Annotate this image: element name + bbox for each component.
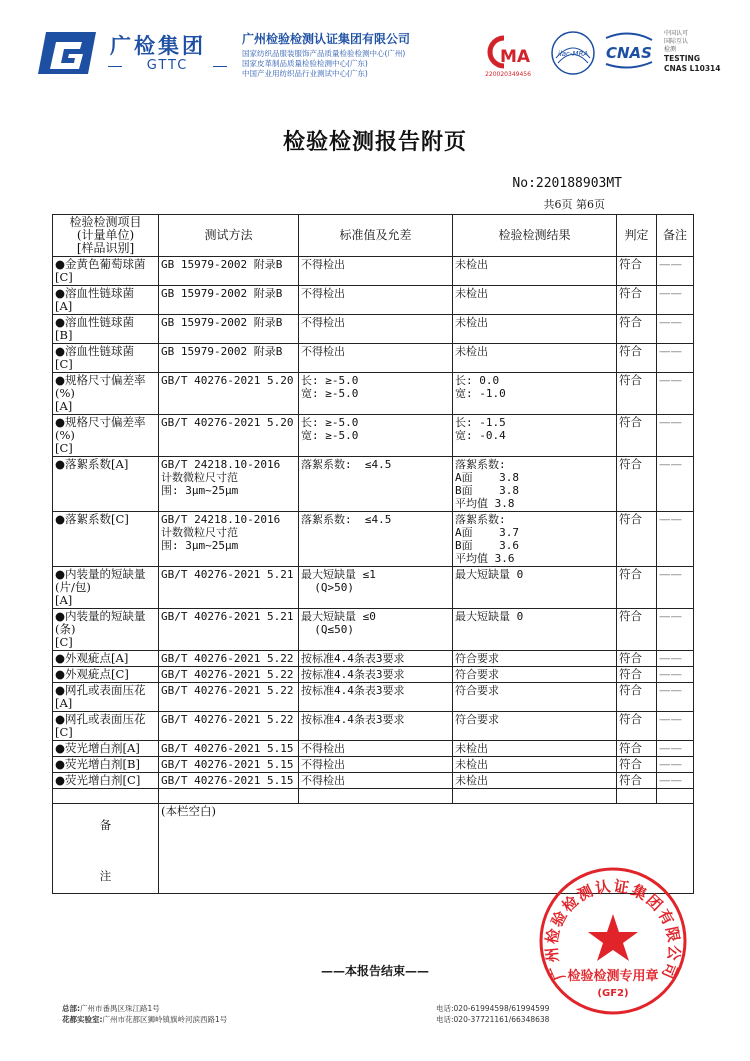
cell-result: 长: 0.0 宽: -1.0 — [453, 373, 617, 415]
footer-phone-value: 020-37721161/66348638 — [453, 1015, 550, 1024]
cell-remark: —— — [657, 712, 694, 741]
cell-method: GB/T 40276-2021 5.22 — [159, 651, 299, 667]
report-header — [0, 0, 750, 100]
header-method: 测试方法 — [159, 215, 299, 257]
cnas-text-line: 中国认可 — [664, 30, 689, 37]
page-footer — [62, 1003, 702, 1025]
cell-standard: 不得检出 — [299, 286, 453, 315]
cell-judgement: 符合 — [617, 373, 657, 415]
cell-method: GB 15979-2002 附录B — [159, 286, 299, 315]
remarks-label-cell — [53, 804, 159, 894]
cell-standard: 按标准4.4条表3要求 — [299, 712, 453, 741]
cell-result: 符合要求 — [453, 683, 617, 712]
cell-item: ●荧光增白剂[B] — [53, 757, 159, 773]
header-standard: 标准值及允差 — [299, 215, 453, 257]
cell-result: 未检出 — [453, 257, 617, 286]
cell-remark: —— — [657, 457, 694, 512]
cell-method: GB/T 24218.10-2016 计数微粒尺寸范 围: 3μm~25μm — [159, 457, 299, 512]
cell-judgement: 符合 — [617, 567, 657, 609]
header-judgement: 判定 — [617, 215, 657, 257]
cnas-accreditation-text — [664, 30, 720, 74]
cell-standard: 长: ≥-5.0 宽: ≥-5.0 — [299, 373, 453, 415]
footer-hq-row — [62, 1003, 702, 1014]
cell-item: ●规格尺寸偏差率 (%) [A] — [53, 373, 159, 415]
cell-method: GB/T 40276-2021 5.21 — [159, 567, 299, 609]
footer-hq-label: 总部: — [62, 1004, 80, 1013]
cell-standard: 落絮系数: ≤4.5 — [299, 512, 453, 567]
table-row — [53, 257, 694, 286]
cell-item: ●溶血性链球菌 [C] — [53, 344, 159, 373]
cell-judgement: 符合 — [617, 315, 657, 344]
cell-standard: 长: ≥-5.0 宽: ≥-5.0 — [299, 415, 453, 457]
cell-judgement: 符合 — [617, 712, 657, 741]
cell-item: ●荧光增白剂[C] — [53, 773, 159, 789]
cell-judgement: 符合 — [617, 667, 657, 683]
ilac-label: ilac-MRA — [557, 50, 589, 58]
cnas-testing: TESTING — [664, 54, 700, 63]
cell-method: GB/T 40276-2021 5.20 — [159, 415, 299, 457]
cell-item: ●外观疵点[C] — [53, 667, 159, 683]
cell-item: ●落絮系数[A] — [53, 457, 159, 512]
cell-method: GB 15979-2002 附录B — [159, 257, 299, 286]
cell-result: 未检出 — [453, 286, 617, 315]
table-row — [53, 757, 694, 773]
cell-item: ●金黄色葡萄球菌 [C] — [53, 257, 159, 286]
cnas-text-line: 检测 — [664, 46, 677, 53]
report-number: No:220188903MT — [512, 176, 622, 191]
organization-block — [242, 30, 410, 79]
cell-result: 落絮系数: A面 3.8 B面 3.8 平均值 3.8 — [453, 457, 617, 512]
cell-item: ●溶血性链球菌 [A] — [53, 286, 159, 315]
table-row — [53, 667, 694, 683]
cell-judgement: 符合 — [617, 415, 657, 457]
gttc-logo-icon — [36, 30, 98, 76]
cell-remark: —— — [657, 757, 694, 773]
cnas-mark-icon — [600, 32, 658, 72]
seal-center-text: 检验检测专用章 — [567, 969, 659, 984]
cell-remark: —— — [657, 567, 694, 609]
cell-result: 符合要求 — [453, 712, 617, 741]
cell-method: GB/T 40276-2021 5.21 — [159, 609, 299, 651]
cell-judgement: 符合 — [617, 609, 657, 651]
cell-result: 未检出 — [453, 315, 617, 344]
cell-item: ●荧光增白剂[A] — [53, 741, 159, 757]
cell-remark: —— — [657, 373, 694, 415]
table-row — [53, 609, 694, 651]
cell-item: ●内装量的短缺量 (片/包) [A] — [53, 567, 159, 609]
cell-remark: —— — [657, 344, 694, 373]
results-table — [52, 214, 694, 894]
page-title: 检验检测报告附页 — [282, 129, 467, 155]
cell-standard: 最大短缺量 ≤0 (Q≤50) — [299, 609, 453, 651]
cell-item: ●外观疵点[A] — [53, 651, 159, 667]
remarks-label: 备 — [99, 817, 112, 832]
cell-judgement: 符合 — [617, 457, 657, 512]
table-row — [53, 789, 694, 804]
brand-name-en: GTTC — [110, 58, 225, 73]
cell-judgement: 符合 — [617, 286, 657, 315]
table-row — [53, 344, 694, 373]
footer-lab-phone — [436, 1014, 549, 1025]
cma-label: MA — [500, 47, 531, 67]
cell-method: GB 15979-2002 附录B — [159, 344, 299, 373]
cell-item: ●网孔或表面压花 [C] — [53, 712, 159, 741]
cell-judgement: 符合 — [617, 683, 657, 712]
organization-line: 国家纺织品服装服饰产品质量检验检测中心(广州) — [242, 49, 406, 58]
table-row — [53, 457, 694, 512]
cell-standard: 不得检出 — [299, 344, 453, 373]
cell-method: GB/T 24218.10-2016 计数微粒尺寸范 围: 3μm~25μm — [159, 512, 299, 567]
cell-remark: —— — [657, 609, 694, 651]
cell-item: ●内装量的短缺量 (条) [C] — [53, 609, 159, 651]
header-item: 检验检测项目 (计量单位) [样品识别] — [53, 215, 159, 257]
cell-remark: —— — [657, 741, 694, 757]
cell-method: GB/T 40276-2021 5.22 — [159, 712, 299, 741]
cnas-number: CNAS L10314 — [664, 64, 721, 73]
footer-lab-address: 广州市花都区狮岭镇旗岭河滨西路1号 — [102, 1015, 228, 1024]
cell-judgement: 符合 — [617, 757, 657, 773]
brand-name-cn: 广检集团 — [110, 34, 206, 58]
table-row — [53, 286, 694, 315]
cell-standard: 按标准4.4条表3要求 — [299, 667, 453, 683]
cell-standard: 按标准4.4条表3要求 — [299, 651, 453, 667]
footer-lab-row — [62, 1014, 702, 1025]
cell-judgement: 符合 — [617, 512, 657, 567]
cell-standard: 不得检出 — [299, 741, 453, 757]
remarks-text: (本栏空白) — [161, 804, 216, 818]
cell-judgement: 符合 — [617, 651, 657, 667]
cell-result: 未检出 — [453, 773, 617, 789]
footer-hq-phone — [436, 1003, 549, 1014]
cell-method: GB/T 40276-2021 5.22 — [159, 683, 299, 712]
header-result: 检验检测结果 — [453, 215, 617, 257]
remarks-label: 注 — [99, 868, 112, 883]
cell-result: 未检出 — [453, 344, 617, 373]
cell-method: GB/T 40276-2021 5.22 — [159, 667, 299, 683]
cell-remark: —— — [657, 415, 694, 457]
cell-standard: 落絮系数: ≤4.5 — [299, 457, 453, 512]
official-seal-icon — [538, 866, 688, 1016]
organization-line: 国家皮革制品质量检验检测中心(广东) — [242, 59, 368, 68]
cnas-label: CNAS — [606, 44, 652, 62]
cell-remark: —— — [657, 315, 694, 344]
cell-method: GB/T 40276-2021 5.15 — [159, 741, 299, 757]
cell-judgement: 符合 — [617, 257, 657, 286]
cell-standard: 不得检出 — [299, 257, 453, 286]
cell-method: GB/T 40276-2021 5.15 — [159, 773, 299, 789]
table-row — [53, 512, 694, 567]
cell-standard: 不得检出 — [299, 773, 453, 789]
table-row — [53, 773, 694, 789]
table-row — [53, 315, 694, 344]
cell-result: 符合要求 — [453, 667, 617, 683]
cnas-text-line: 国际互认 — [664, 38, 689, 45]
table-row — [53, 373, 694, 415]
cell-method: GB 15979-2002 附录B — [159, 315, 299, 344]
cell-result: 符合要求 — [453, 651, 617, 667]
cell-result: 未检出 — [453, 757, 617, 773]
table-row — [53, 415, 694, 457]
cell-method: GB/T 40276-2021 5.15 — [159, 757, 299, 773]
organization-name: 广州检验检测认证集团有限公司 — [242, 32, 411, 46]
header-remark: 备注 — [657, 215, 694, 257]
cell-standard: 不得检出 — [299, 757, 453, 773]
cell-standard: 不得检出 — [299, 315, 453, 344]
page-indicator: 共6页 第6页 — [543, 198, 605, 211]
cell-remark: —— — [657, 257, 694, 286]
cell-item: ●网孔或表面压花 [A] — [53, 683, 159, 712]
seal-code: (GF2) — [597, 988, 629, 999]
table-header-row — [53, 215, 694, 257]
cell-standard: 最大短缺量 ≤1 (Q>50) — [299, 567, 453, 609]
cell-item: ●溶血性链球菌 [B] — [53, 315, 159, 344]
cell-method: GB/T 40276-2021 5.20 — [159, 373, 299, 415]
cell-remark: —— — [657, 286, 694, 315]
cell-item: ●落絮系数[C] — [53, 512, 159, 567]
ilac-mra-mark-icon — [550, 30, 596, 76]
table-body — [53, 257, 694, 789]
cell-result: 最大短缺量 0 — [453, 609, 617, 651]
table-row — [53, 712, 694, 741]
table-row — [53, 741, 694, 757]
cell-standard: 按标准4.4条表3要求 — [299, 683, 453, 712]
cell-result: 未检出 — [453, 741, 617, 757]
footer-phone-value: 020-61994598/61994599 — [453, 1004, 550, 1013]
cell-judgement: 符合 — [617, 741, 657, 757]
cell-item: ●规格尺寸偏差率 (%) [C] — [53, 415, 159, 457]
footer-phone-label: 电话: — [436, 1015, 454, 1024]
cell-remark: —— — [657, 773, 694, 789]
table-row — [53, 567, 694, 609]
footer-lab-label: 花都实验室: — [62, 1015, 103, 1024]
cell-judgement: 符合 — [617, 773, 657, 789]
table-row — [53, 683, 694, 712]
cell-remark: —— — [657, 667, 694, 683]
cell-result: 长: -1.5 宽: -0.4 — [453, 415, 617, 457]
cell-remark: —— — [657, 683, 694, 712]
table-row — [53, 651, 694, 667]
cell-remark: —— — [657, 512, 694, 567]
seal-ring-text: 广州检验检测认证集团有限公司 — [542, 877, 684, 984]
cma-number: 220020349456 — [485, 71, 531, 78]
cell-result: 最大短缺量 0 — [453, 567, 617, 609]
cell-result: 落絮系数: A面 3.7 B面 3.6 平均值 3.6 — [453, 512, 617, 567]
footer-hq-address: 广州市番禺区珠江路1号 — [80, 1004, 160, 1013]
cma-mark-icon — [478, 34, 538, 78]
footer-phone-label: 电话: — [436, 1004, 454, 1013]
cell-judgement: 符合 — [617, 344, 657, 373]
cell-remark: —— — [657, 651, 694, 667]
organization-line: 中国产业用纺织品行业测试中心(广东) — [242, 69, 368, 78]
report-end-mark: ——本报告结束—— — [320, 964, 429, 978]
